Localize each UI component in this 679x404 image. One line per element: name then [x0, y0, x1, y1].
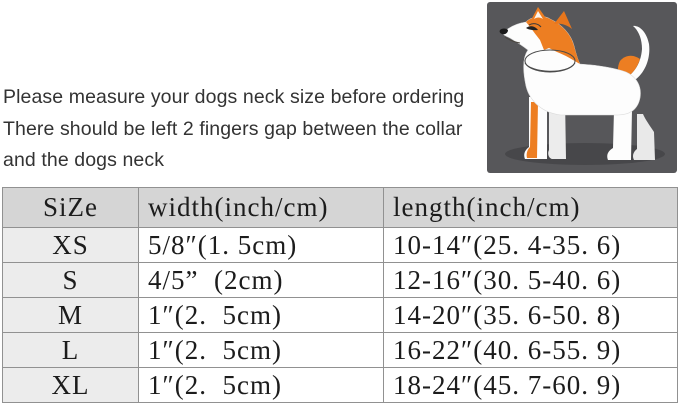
size-cell: M: [3, 298, 139, 333]
column-header-width: width(inch/cm): [139, 188, 384, 228]
width-cell: 1″(2. 5cm): [139, 298, 384, 333]
table-row-l: [3, 333, 678, 368]
notice-line-2: There should be left 2 fingers gap between the collar: [3, 117, 463, 140]
table-row-m: [3, 298, 678, 333]
notice-line-3: and the dogs neck: [3, 149, 165, 171]
width-cell: 1″(2. 5cm): [139, 368, 384, 403]
size-chart-table: [2, 187, 678, 403]
column-header-length: length(inch/cm): [384, 188, 678, 228]
table-row-xl: [3, 368, 678, 403]
width-cell: 1″(2. 5cm): [139, 333, 384, 368]
width-cell: 4/5” (2cm): [139, 263, 384, 298]
shiba-dog-svg: [487, 2, 677, 173]
length-cell: 10-14″(25. 4-35. 6): [384, 228, 678, 263]
shiba-dog-illustration: [487, 2, 677, 173]
size-cell: L: [3, 333, 139, 368]
size-cell: XL: [3, 368, 139, 403]
column-header-size: SiZe: [3, 188, 139, 228]
table-row-s: [3, 263, 678, 298]
header-row: [3, 188, 678, 228]
length-cell: 16-22″(40. 6-55. 9): [384, 333, 678, 368]
size-cell: S: [3, 263, 139, 298]
size-cell: XS: [3, 228, 139, 263]
width-cell: 5/8″(1. 5cm): [139, 228, 384, 263]
table-row-xs: [3, 228, 678, 263]
measuring-notice: [3, 82, 485, 177]
notice-line-1: Please measure your dogs neck size before ordering: [3, 86, 465, 108]
length-cell: 18-24″(45. 7-60. 9): [384, 368, 678, 403]
length-cell: 12-16″(30. 5-40. 6): [384, 263, 678, 298]
length-cell: 14-20″(35. 6-50. 8): [384, 298, 678, 333]
